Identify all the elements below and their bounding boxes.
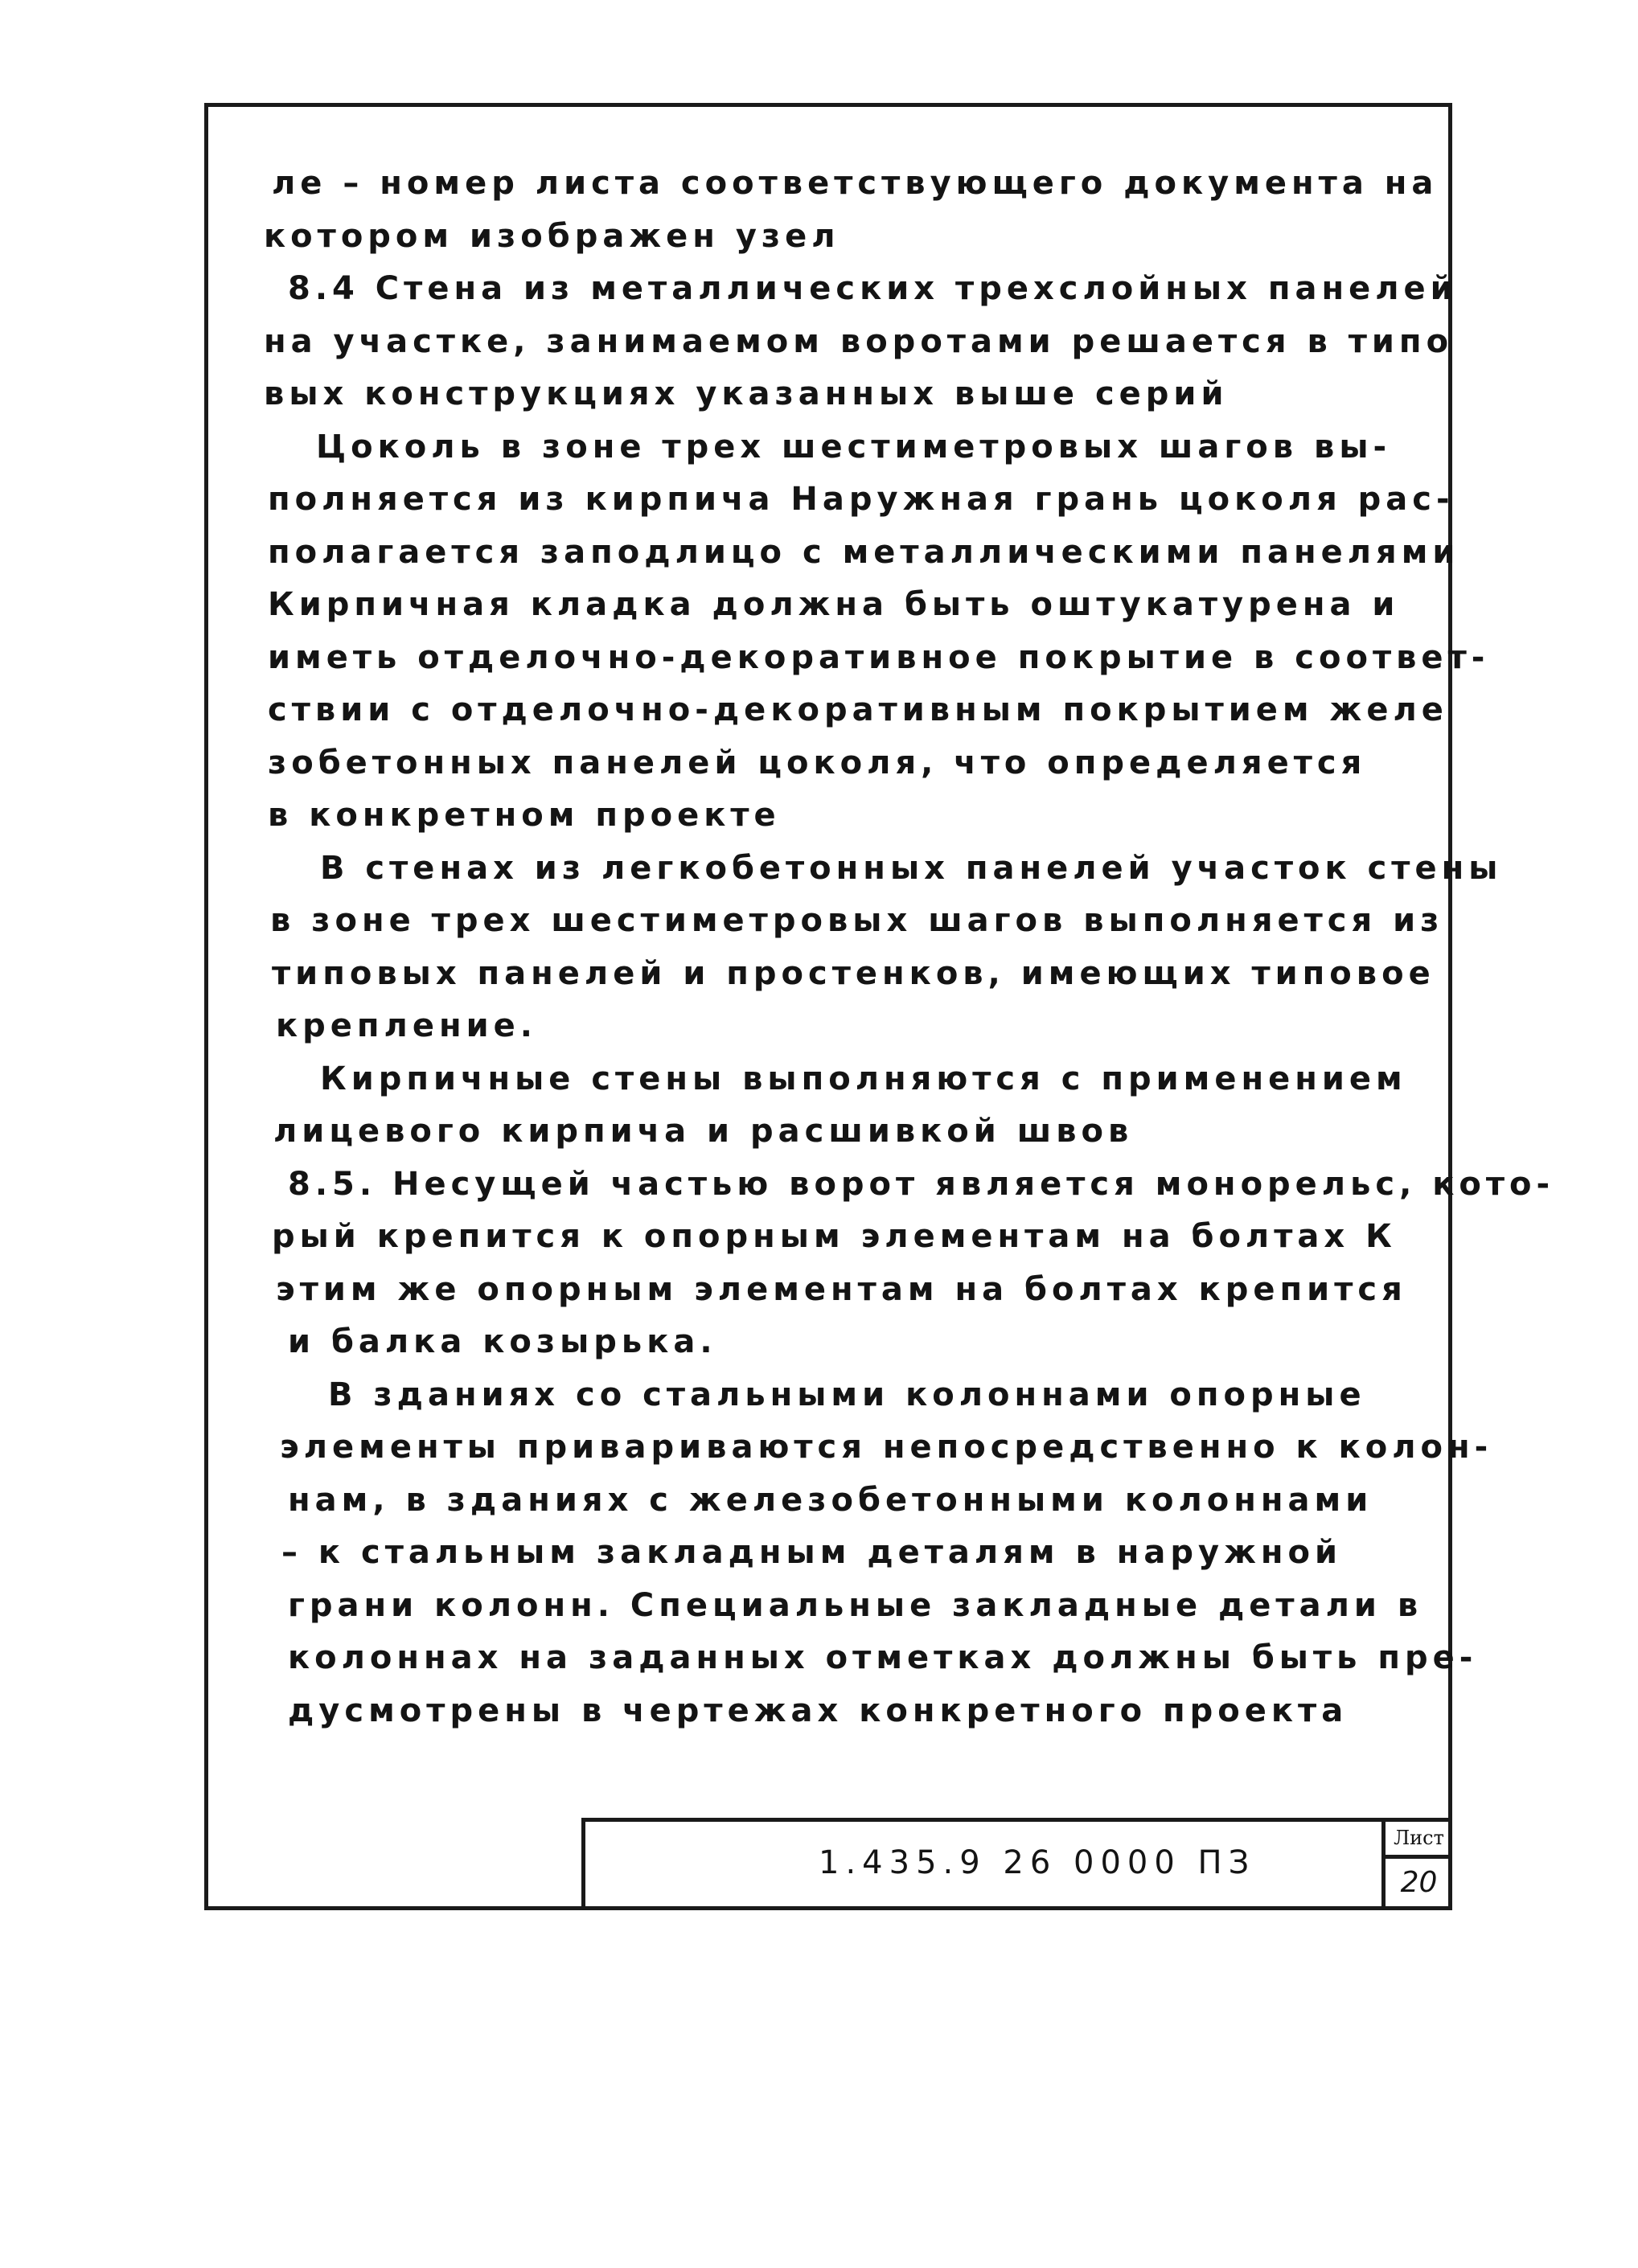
text-line: крепление. <box>276 1007 537 1044</box>
text-line: котором изображен узел <box>264 217 840 255</box>
text-line: Кирпичные стены выполняются с применением <box>320 1060 1407 1097</box>
document-code: 1.435.9 26 0000 ПЗ <box>819 1844 1256 1881</box>
body-text <box>264 158 1555 1737</box>
text-line: 8.5. Несущей частью ворот является монорельс, кото- <box>288 1165 1555 1203</box>
text-line: – к стальным закладным деталям в наружной <box>281 1534 1343 1571</box>
text-line: иметь отделочно-декоративное покрытие в соответ- <box>268 638 1490 676</box>
text-line: дусмотрены в чертежах конкретного проекта <box>288 1692 1349 1729</box>
text-line: грани колонн. Специальные закладные детали в <box>288 1586 1423 1624</box>
text-line: вых конструкциях указанных выше серий <box>264 375 1229 412</box>
title-block <box>581 1818 1452 1910</box>
sheet-number: 20 <box>1400 1866 1438 1899</box>
text-line: нам, в зданиях с железобетонными колоннами <box>288 1481 1373 1519</box>
text-line: Кирпичная кладка должна быть оштукатурена и <box>268 586 1400 623</box>
text-line: колоннах на заданных отметках должны быть пре- <box>288 1639 1478 1676</box>
text-line: этим же опорным элементам на болтах крепится <box>276 1270 1407 1308</box>
text-line: Цоколь в зоне трех шестиметровых шагов вы- <box>316 428 1392 465</box>
text-line: зобетонных панелей цоколя, что определяется <box>268 744 1367 781</box>
text-line: В зданиях со стальными колоннами опорные <box>328 1376 1366 1413</box>
text-line: ствии с отделочно-декоративным покрытием желе <box>268 691 1448 728</box>
text-line: элементы привариваются непосредственно к колон- <box>280 1429 1493 1466</box>
sheet-label: Лист <box>1386 1822 1452 1859</box>
text-line: на участке, занимаемом воротами решается в типо <box>264 322 1454 360</box>
text-line: В стенах из легкобетонных панелей участок стены <box>320 849 1503 887</box>
sheet-cell <box>1381 1822 1452 1910</box>
text-line: полняется из кирпича Наружная грань цоколя рас- <box>268 481 1455 518</box>
text-line: ле – номер листа соответствующего документа на <box>272 165 1439 202</box>
text-line: полагается заподлицо с металлическими панелями <box>268 533 1460 571</box>
text-line: в зоне трех шестиметровых шагов выполняется из <box>270 902 1444 939</box>
text-line: и балка козырька. <box>288 1323 717 1360</box>
text-line: 8.4 Стена из металлических трехслойных панелей <box>288 270 1458 307</box>
text-line: лицевого кирпича и расшивкой швов <box>273 1113 1134 1150</box>
text-line: рый крепится к опорным элементам на болтах К <box>272 1218 1397 1255</box>
text-line: типовых панелей и простенков, имеющих типовое <box>272 954 1435 992</box>
text-line: в конкретном проекте <box>268 797 781 834</box>
